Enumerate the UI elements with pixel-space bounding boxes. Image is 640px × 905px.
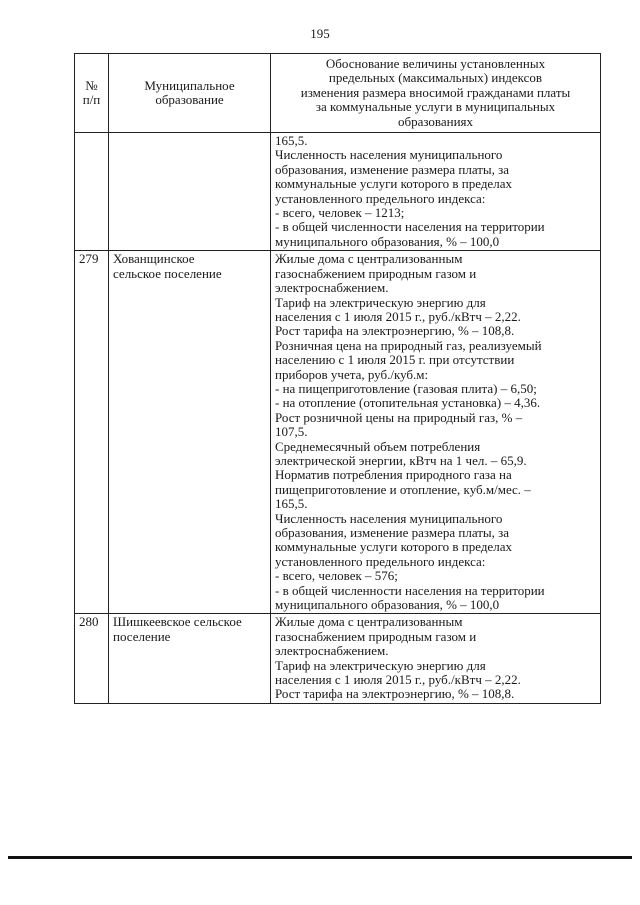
justification-line: - в общей численности населения на территории (275, 219, 545, 235)
municipality-cell (109, 133, 271, 251)
header-line: изменения размера вносимой гражданами платы (300, 84, 571, 100)
justification-line: электроснабжением. (275, 280, 389, 296)
municipality-line: Хованщинское (113, 251, 195, 267)
row-number: 279 (79, 251, 99, 267)
justification-line: населения с 1 июля 2015 г., руб./кВтч – 2,22. (275, 308, 521, 324)
justification-line: Жилые дома с централизованным (275, 251, 463, 267)
justification-line: - в общей численности населения на территории (275, 582, 545, 598)
justification-line: 165,5. (275, 496, 308, 512)
header-municipality (109, 54, 271, 133)
justification-line: населения с 1 июля 2015 г., руб./кВтч – 2,22. (275, 672, 521, 688)
row-number-cell (75, 614, 109, 703)
justification-line: Рост тарифа на электроэнергию, % – 108,8. (275, 323, 515, 339)
header-line: п/п (82, 92, 101, 108)
justification-line: Рост розничной цены на природный газ, % – (275, 409, 523, 425)
justification-line: муниципального образования, % – 100,0 (275, 233, 500, 249)
justification-cell (271, 614, 601, 703)
justification-cell (271, 133, 601, 251)
bottom-rule (8, 856, 632, 859)
justification-line: установленного предельного индекса: (275, 190, 486, 206)
justification-line: установленного предельного индекса: (275, 553, 486, 569)
header-line: Муниципальное (144, 77, 235, 93)
table-header-row (75, 54, 601, 133)
municipality-line: поселение (113, 628, 171, 644)
justification-line: 107,5. (275, 424, 308, 440)
justification-line: Среднемесячный объем потребления (275, 438, 481, 454)
justification-line: - на отопление (отопительная установка) – 4,36. (275, 395, 541, 411)
header-line: образование (155, 92, 224, 108)
justification-line: - всего, человек – 576; (275, 568, 398, 584)
row-number: 280 (79, 614, 99, 630)
justification-line: Численность населения муниципального (275, 510, 503, 526)
justification-line: Розничная цена на природный газ, реализуемый (275, 337, 542, 353)
justification-cell (271, 251, 601, 614)
table-body (75, 133, 601, 704)
tariff-table (74, 53, 601, 704)
justification-line: населению с 1 июля 2015 г. при отсутствии (275, 352, 515, 368)
justification-line: образования, изменение размера платы, за (275, 161, 510, 177)
justification-line: коммунальные услуги которого в пределах (275, 176, 512, 192)
row-number-cell (75, 251, 109, 614)
justification-line: - на пищеприготовление (газовая плита) – 6,50; (275, 380, 537, 396)
municipality-cell (109, 251, 271, 614)
justification-line: - всего, человек – 1213; (275, 205, 405, 221)
header-line: за коммунальные услуги в муниципальных (315, 99, 556, 115)
table-row (75, 251, 601, 614)
table-row (75, 614, 601, 703)
justification-line: газоснабжением природным газом и (275, 265, 477, 281)
header-line: № (85, 77, 98, 93)
justification-line: Тариф на электрическую энергию для (275, 294, 486, 310)
municipality-line: сельское поселение (113, 265, 222, 281)
justification-line: 165,5. (275, 133, 308, 149)
justification-line: Норматив потребления природного газа на (275, 467, 512, 483)
justification-line: газоснабжением природным газом и (275, 628, 477, 644)
justification-line: пищеприготовление и отопление, куб.м/мес. – (275, 481, 531, 497)
justification-line: образования, изменение размера платы, за (275, 525, 510, 540)
header-justification (271, 54, 601, 133)
justification-line: Тариф на электрическую энергию для (275, 657, 486, 673)
header-number (75, 54, 109, 133)
justification-line: Жилые дома с централизованным (275, 614, 463, 630)
page-number: 195 (310, 26, 330, 41)
justification-line: коммунальные услуги которого в пределах (275, 539, 512, 555)
justification-line: Рост тарифа на электроэнергию, % – 108,8. (275, 686, 515, 702)
header-line: образованиях (397, 113, 474, 129)
justification-line: электрической энергии, кВтч на 1 чел. – 65,9. (275, 452, 527, 468)
justification-line: приборов учета, руб./куб.м: (275, 366, 429, 382)
justification-line: муниципального образования, % – 100,0 (275, 597, 500, 613)
table-row (75, 133, 601, 251)
municipality-cell (109, 614, 271, 703)
header-line: Обоснование величины установленных (325, 56, 546, 71)
header-line: предельных (максимальных) индексов (328, 70, 543, 86)
justification-line: электроснабжением. (275, 643, 389, 659)
municipality-line: Шишкеевское сельское (113, 614, 242, 630)
justification-line: Численность населения муниципального (275, 147, 503, 163)
row-number-cell (75, 133, 109, 251)
